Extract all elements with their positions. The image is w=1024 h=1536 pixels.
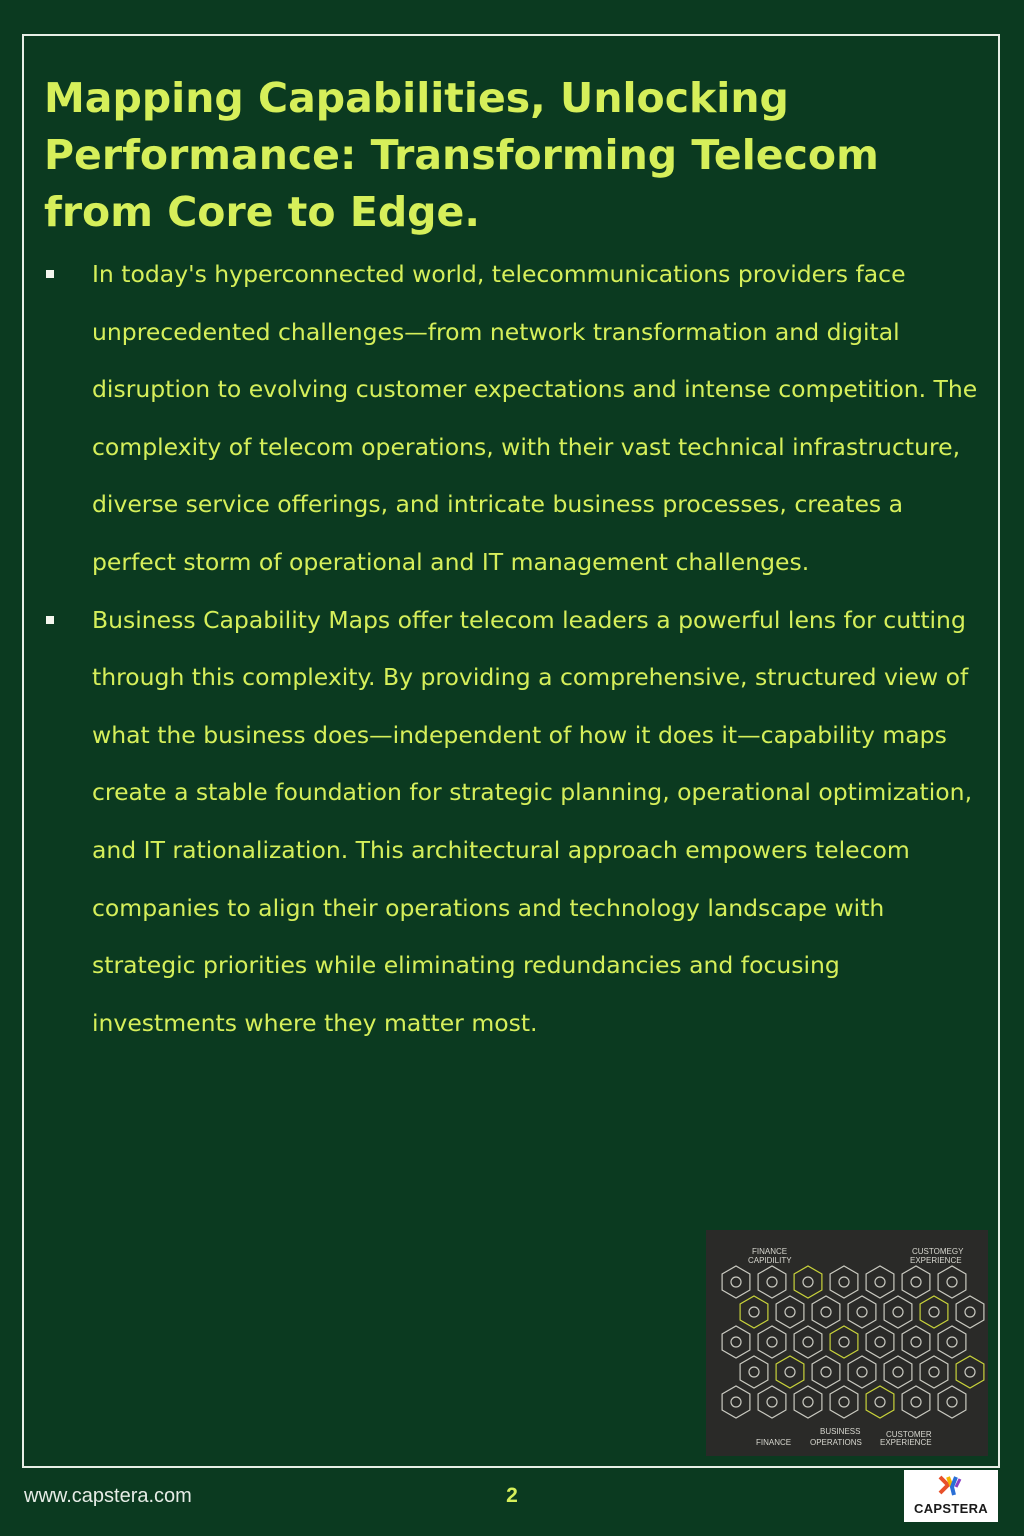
bullet-item [44,592,984,1053]
node-center-icon [767,1397,777,1407]
capstera-logo [904,1470,998,1522]
square-bullet-icon [46,616,54,624]
node-center-icon [785,1307,795,1317]
node-center-icon [857,1367,867,1377]
hexagon-node-icon [722,1386,750,1418]
bullet-text: In today's hyperconnected world, telecommunications providers face unprecedented challenges—from network transformation and digital disruption to evolving customer expectations and intense competition. The complexity of telecom operations, with their vast technical infrastructure, diverse service offerings, and intricate business processes, creates a perfect storm of operational and IT management challenges. [92,260,978,576]
node-center-icon [875,1277,885,1287]
hexagon-node-icon [758,1326,786,1358]
hexagon-node-icon [830,1266,858,1298]
hexagon-node-icon [794,1386,822,1418]
hexagon-node-icon [722,1326,750,1358]
node-center-icon [929,1307,939,1317]
illustration-label: FINANCE [756,1438,792,1447]
bullet-text: Business Capability Maps offer telecom leaders a powerful lens for cutting through this complexity. By providing a comprehensive, structured view of what the business does—independent of how it does it—capability maps create a stable foundation for strategic planning, operational optimization, and IT rationalization. This architectural approach empowers telecom companies to align their operations and technology landscape with strategic priorities while eliminating redundancies and focusing investments where they matter most. [92,605,973,1037]
node-center-icon [731,1397,741,1407]
node-center-icon [749,1367,759,1377]
node-center-icon [911,1397,921,1407]
capability-map-illustration [706,1230,988,1456]
node-center-icon [929,1367,939,1377]
hexagon-node-icon [812,1296,840,1328]
hexagon-node-icon [866,1326,894,1358]
hexagon-node-icon [830,1326,858,1358]
node-center-icon [947,1277,957,1287]
hexagon-node-icon [776,1356,804,1388]
node-center-icon [893,1367,903,1377]
node-center-icon [839,1337,849,1347]
node-center-icon [785,1367,795,1377]
illustration-label: EXPERIENCE [910,1256,962,1265]
hexagon-node-icon [740,1296,768,1328]
node-center-icon [965,1307,975,1317]
page-number: 2 [506,1484,518,1507]
node-center-icon [857,1307,867,1317]
hexagon-node-icon [902,1386,930,1418]
node-center-icon [821,1367,831,1377]
hexagon-node-icon [938,1266,966,1298]
illustration-label: BUSINESS [820,1427,861,1436]
node-center-icon [911,1337,921,1347]
hexagon-node-icon [848,1356,876,1388]
hexagon-node-icon [884,1356,912,1388]
hexagon-node-icon [920,1356,948,1388]
illustration-label: CUSTOMER [886,1430,932,1439]
hexagon-node-icon [776,1296,804,1328]
node-center-icon [911,1277,921,1287]
node-center-icon [731,1337,741,1347]
illustration-label: CAPIDILITY [748,1256,792,1265]
hexagon-node-icon [848,1296,876,1328]
illustration-label: CUSTOMEGY [912,1247,964,1256]
hexagon-node-icon [740,1356,768,1388]
node-center-icon [947,1337,957,1347]
node-center-icon [875,1397,885,1407]
hexagon-node-icon [758,1386,786,1418]
bullet-item [44,246,984,592]
hexagon-node-icon [830,1386,858,1418]
node-center-icon [749,1307,759,1317]
page-title: Mapping Capabilities, Unlocking Performance: Transforming Telecom from Core to Edge. [44,74,879,236]
illustration-label: FINANCE [752,1247,788,1256]
hexagon-node-icon [866,1266,894,1298]
node-center-icon [803,1277,813,1287]
hexagon-node-icon [884,1296,912,1328]
logo-wordmark: CAPSTERA [914,1501,988,1516]
bullet-list [44,246,984,1052]
node-center-icon [731,1277,741,1287]
node-center-icon [821,1307,831,1317]
footer-website-link[interactable]: www.capstera.com [24,1485,192,1507]
hexagon-node-icon [938,1386,966,1418]
hexagon-node-icon [722,1266,750,1298]
node-center-icon [767,1337,777,1347]
node-center-icon [947,1397,957,1407]
node-center-icon [803,1337,813,1347]
hexagon-node-icon [866,1386,894,1418]
square-bullet-icon [46,270,54,278]
illustration-label: EXPERIENCE [880,1438,932,1447]
node-center-icon [839,1277,849,1287]
capstera-logo-icon [934,1473,968,1501]
hexagon-node-icon [956,1356,984,1388]
node-center-icon [965,1367,975,1377]
hexagon-node-icon [902,1266,930,1298]
hexagon-node-icon [938,1326,966,1358]
hexagon-node-icon [758,1266,786,1298]
capability-hex-network-graphic [706,1230,988,1456]
hexagon-node-icon [956,1296,984,1328]
illustration-label: OPERATIONS [810,1438,862,1447]
node-center-icon [839,1397,849,1407]
node-center-icon [893,1307,903,1317]
hexagon-node-icon [902,1326,930,1358]
hexagon-node-icon [794,1266,822,1298]
node-center-icon [875,1337,885,1347]
hexagon-node-icon [812,1356,840,1388]
node-center-icon [767,1277,777,1287]
hexagon-node-icon [794,1326,822,1358]
hexagon-node-icon [920,1296,948,1328]
node-center-icon [803,1397,813,1407]
